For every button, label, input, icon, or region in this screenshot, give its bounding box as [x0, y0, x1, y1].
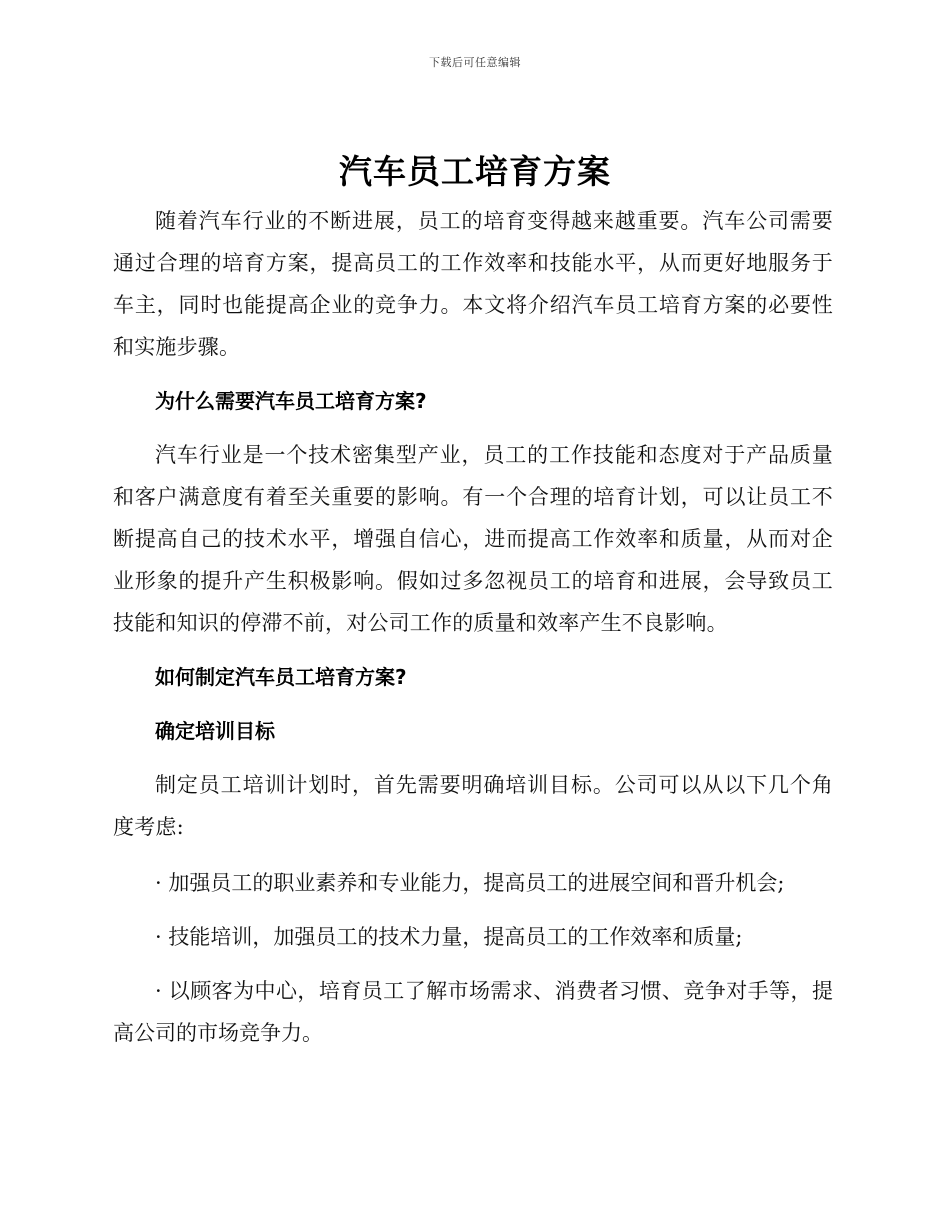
bullet-item-2: · 技能培训，加强员工的技术力量，提高员工的工作效率和质量;	[155, 925, 743, 949]
bullet-item-3: · 以顾客为中心，培育员工了解市场需求、消费者习惯、竞争对手等，提高公司的市场竞争力。	[113, 979, 833, 1045]
page-header-note: 下载后可任意编辑	[429, 56, 521, 69]
bullet-item-1: · 加强员工的职业素养和专业能力，提高员工的进展空间和晋升机会;	[155, 871, 785, 895]
goal-paragraph: 制定员工培训计划时，首先需要明确培训目标。公司可以从以下几个角度考虑:	[113, 773, 833, 839]
heading-how: 如何制定汽车员工培育方案?	[155, 665, 407, 689]
document-title: 汽车员工培育方案	[339, 152, 611, 191]
heading-why: 为什么需要汽车员工培育方案?	[155, 389, 427, 413]
document-body	[113, 200, 833, 1054]
intro-paragraph: 随着汽车行业的不断进展，员工的培育变得越来越重要。汽车公司需要通过合理的培育方案，提高员工的工作效率和技能水平，从而更好地服务于车主，同时也能提高企业的竞争力。本文将介绍汽车员工培育方案的必要性和实施步骤。	[113, 209, 833, 359]
heading-goal: 确定培训目标	[155, 719, 275, 743]
why-paragraph: 汽车行业是一个技术密集型产业，员工的工作技能和态度对于产品质量和客户满意度有着至关重要的影响。有一个合理的培育计划，可以让员工不断提高自己的技术水平，增强自信心，进而提高工作效率和质量，从而对企业形象的提升产生积极影响。假如过多忽视员工的培育和进展，会导致员工技能和知识的停滞不前，对公司工作的质量和效率产生不良影响。	[113, 443, 833, 635]
